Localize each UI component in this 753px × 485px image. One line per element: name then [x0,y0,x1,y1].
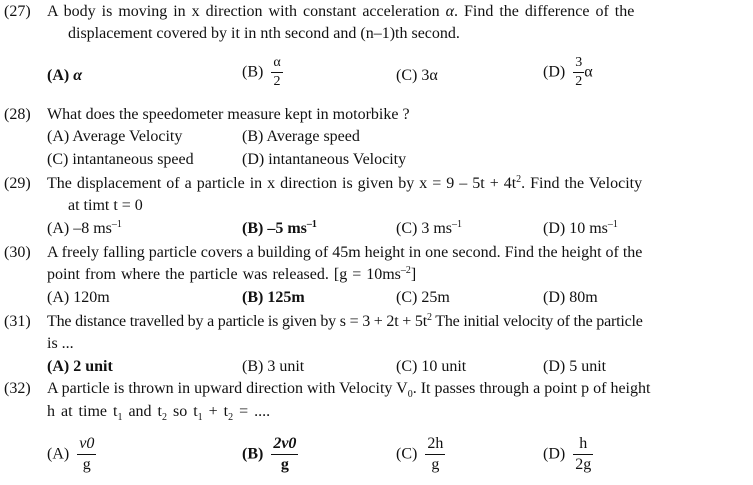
q29-option-b: (B) –5 $ms^{-1}$ [242,219,317,237]
q31-option-a: (A) 2 unit [47,358,113,375]
q28-text: What does the speedometer measure kept in motorbike ? [47,106,410,123]
q30-option-a: (A) 120m [47,289,110,306]
q30-text-line2: point from where the particle was released. $[g = 10ms^{-2}]$ [47,265,417,283]
q29-option-d: (D) 10 $ms^{-1}$ [543,219,618,237]
q29-number: (29) [4,175,31,192]
q31-option-c: (C) 10 unit [396,358,467,375]
q32-option-a: (A) $\frac{v0}{g}$ [47,435,95,473]
q31-option-d: (D) 5 unit [543,358,607,375]
q27-option-a: (A) α [47,67,83,84]
q32-option-b: (B) $\frac{2v0}{g}$ [242,435,297,473]
q27-fraction-d: $\frac{3}{2}$ [575,55,583,89]
q28-option-d: (D) intantaneous Velocity [242,151,407,168]
q27-text-line2: displacement covered by it in nth second and (n–1)th second. [68,25,460,42]
q32-text-line1: A particle is thrown in upward direction with Velocity $V_0$. It passes through a point p of height [47,380,651,400]
q29-text-line1: The displacement of a particle in x direction is given by $x = 9 - 5t + 4t^2$. Find the Velocity [47,174,643,192]
q32-text-line2: h at time $t_1$ and $t_2$ so $t_1 + t_2$ = .... [47,403,271,423]
q31-text-line1: The distance travelled by a particle is given by $s = 3 + 2t + 5t^2$ The initial velocity of the particle [47,312,643,330]
q28-option-a: (A) Average Velocity [47,128,183,145]
q30-option-d: (D) 80m [543,289,598,306]
q30-option-c: (C) 25m [396,289,450,306]
q27-fraction-b: $\frac{\alpha}{2}$ [273,55,281,89]
q27-text-line1: A body is moving in x direction with constant acceleration α. Find the difference of the [47,3,635,20]
q28-number: (28) [4,106,31,123]
q32-fraction-b: $\frac{2v0}{g}$ [273,435,297,473]
q32-number: (32) [4,380,31,397]
q30-text-line1: A freely falling particle covers a building of 45m height in one second. Find the height of the [47,244,643,261]
q32-option-d: (D) $\frac{h}{2g}$ [543,435,592,473]
q28-option-b: (B) Average speed [242,128,360,145]
q32-fraction-a: $\frac{v0}{g}$ [79,435,95,473]
q32-fraction-c: $\frac{2h}{g}$ [427,435,444,473]
q29-option-a: (A) –8 $ms^{-1}$ [47,219,122,237]
q27-option-d: (D) $\frac{3}{2}$ α [543,55,593,89]
q30-number: (30) [4,244,31,261]
q29-text-line2: at timt t = 0 [68,197,143,214]
q27-option-b: (B) $\frac{\alpha}{2}$ [242,55,281,89]
q32-fraction-d: $\frac{h}{2g}$ [575,435,592,473]
q28-option-c: (C) intantaneous speed [47,151,194,168]
q31-option-b: (B) 3 unit [242,358,305,375]
q27-option-c: (C) 3α [396,67,438,84]
q29-option-c: (C) 3 $ms^{-1}$ [396,219,462,237]
q31-text-line2: is ... [47,335,74,352]
q27-number: (27) [4,3,31,20]
q32-option-c: (C) $\frac{2h}{g}$ [396,435,444,473]
q30-option-b: (B) 125m [242,289,305,306]
q31-number: (31) [4,313,31,330]
